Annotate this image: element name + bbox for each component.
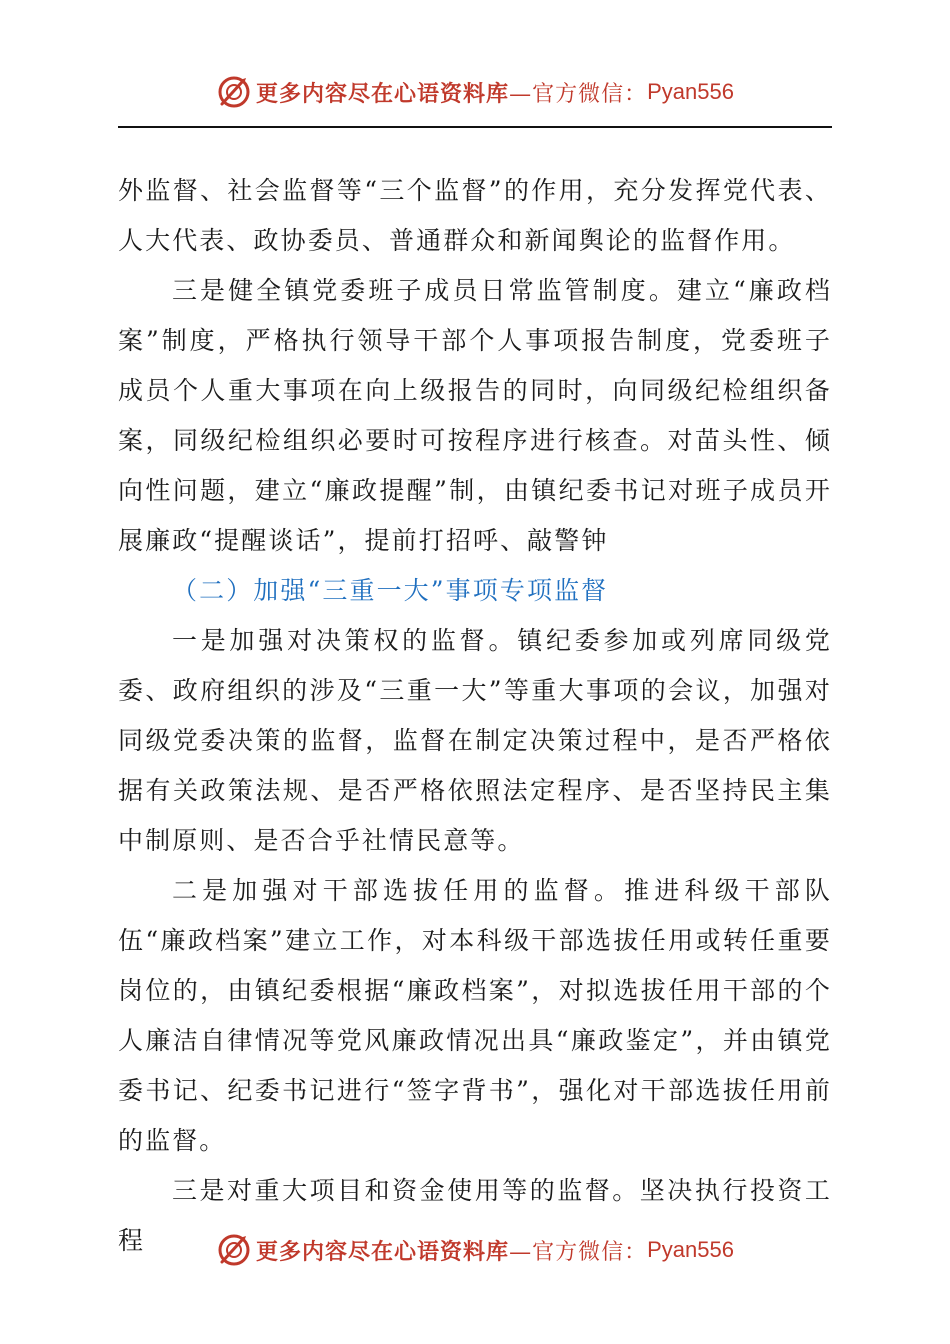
paragraph-cadre-selection: 二是加强对干部选拔任用的监督。推进科级干部队伍“廉政档案”建立工作，对本科级干部选拔任用或转任重要岗位的，由镇纪委根据“廉政档案”，对拟选拔任用干部的个人廉洁自律情况等党风廉政情况出具“廉政鉴定”，并由镇党委书记、纪委书记进行“签字背书”，强化对干部选拔任用前的监督。 (118, 876, 832, 1155)
brand-logo-icon (216, 1232, 252, 1268)
paragraph-major-projects: 三是对重大项目和资金使用等的监督。坚决执行投资工程 (118, 1176, 832, 1255)
header-divider (118, 126, 832, 128)
paragraph-decision-power: 一是加强对决策权的监督。镇纪委参加或列席同级党委、政府组织的涉及“三重一大”等重大事项的会议，加强对同级党委决策的监督，监督在制定决策过程中，是否严格依据有关政策法规、是否严格依照法定程序、是否坚持民主集中制原则、是否合乎社情民意等。 (118, 626, 832, 855)
document-body (118, 166, 832, 1266)
brand-wechat-id: Pyan556 (647, 79, 734, 104)
brand-wechat-label: —官方微信： (509, 81, 648, 107)
brand-wechat-label: —官方微信： (509, 1239, 648, 1265)
brand-main-text: 更多内容尽在心语资料库 (256, 80, 510, 107)
section-heading: （二）加强“三重一大”事项专项监督 (172, 576, 609, 605)
header-watermark (0, 72, 950, 112)
paragraph-3-supervision-system: 三是健全镇党委班子成员日常监管制度。建立“廉政档案”制度，严格执行领导干部个人事项报告制度，党委班子成员个人重大事项在向上级报告的同时，向同级纪检组织备案，同级纪检组织必要时可按程序进行核查。对苗头性、倾向性问题，建立“廉政提醒”制，由镇纪委书记对班子成员开展廉政“提醒谈话”，提前打招呼、敲警钟 (118, 276, 832, 555)
footer-watermark (0, 1230, 950, 1270)
paragraph-continuation: 外监督、社会监督等“三个监督”的作用，充分发挥党代表、人大代表、政协委员、普通群众和新闻舆论的监督作用。 (118, 176, 832, 255)
brand-main-text: 更多内容尽在心语资料库 (256, 1238, 510, 1265)
brand-wechat-id: Pyan556 (647, 1237, 734, 1262)
brand-logo-icon (216, 74, 252, 110)
